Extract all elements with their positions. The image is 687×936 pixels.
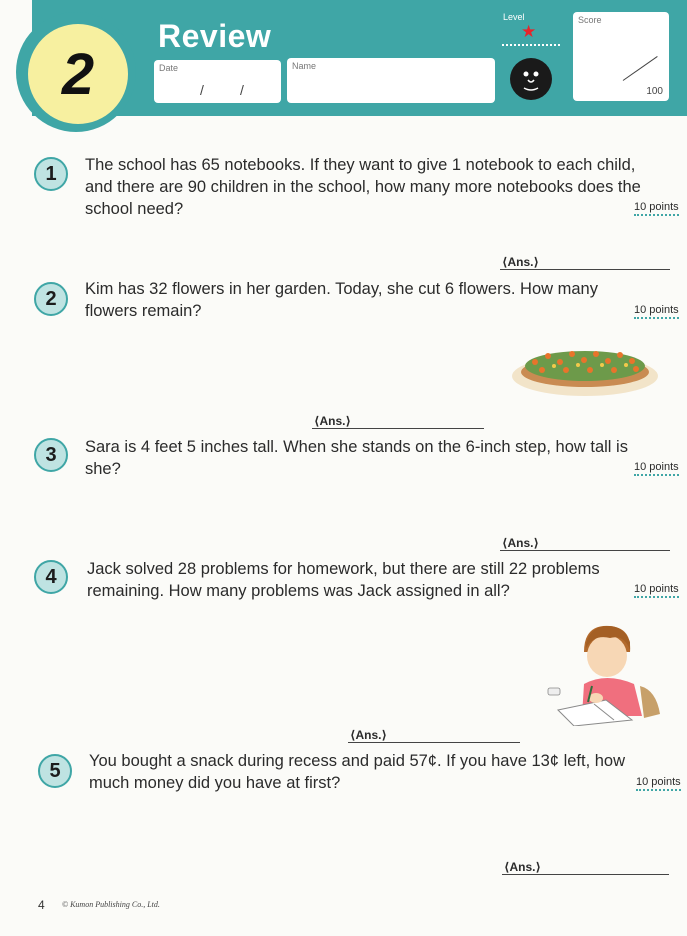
question-number: 3 xyxy=(34,438,68,472)
date-label: Date xyxy=(159,63,179,73)
question-text: Jack solved 28 problems for homework, but there are still 22 problems remaining. How many problems was Jack assigned in all? xyxy=(87,560,600,600)
question-text: The school has 65 notebooks. If they want to give 1 notebook to each child, and there are 90 children in the school, how many more notebooks does the school need? xyxy=(85,156,641,218)
answer-label: ⟨Ans.⟩ xyxy=(502,255,539,269)
flower-garden-illustration xyxy=(510,330,660,400)
score-label: Score xyxy=(578,15,602,25)
date-field[interactable] xyxy=(154,60,281,103)
answer-label: ⟨Ans.⟩ xyxy=(350,728,387,742)
copyright: © Kumon Publishing Co., Ltd. xyxy=(62,900,160,909)
answer-label: ⟨Ans.⟩ xyxy=(314,414,351,428)
score-slash xyxy=(623,56,658,81)
answer-label: ⟨Ans.⟩ xyxy=(504,860,541,874)
date-slash: / xyxy=(200,82,204,98)
points-label: 10 points xyxy=(634,201,679,216)
question-text: You bought a snack during recess and paid 57¢. If you have 13¢ left, how much money did you have at first? xyxy=(89,752,626,792)
level-label: Level xyxy=(503,12,525,22)
question-number: 2 xyxy=(34,282,68,316)
question-text: Kim has 32 flowers in her garden. Today, she cut 6 flowers. How many flowers remain? xyxy=(85,280,598,320)
question-number: 1 xyxy=(34,157,68,191)
answer-line[interactable] xyxy=(348,742,520,743)
answer-line[interactable] xyxy=(502,874,669,875)
face-icon xyxy=(510,58,552,100)
answer-line[interactable] xyxy=(500,269,670,270)
name-field[interactable] xyxy=(287,58,495,103)
unit-number: 2 xyxy=(61,41,95,107)
question-number: 4 xyxy=(34,560,68,594)
score-max: 100 xyxy=(646,86,663,97)
name-label: Name xyxy=(292,61,317,71)
score-box[interactable] xyxy=(573,12,669,101)
question-text: Sara is 4 feet 5 inches tall. When she stands on the 6-inch step, how tall is she? xyxy=(85,438,628,478)
star-icon: ★ xyxy=(521,22,537,41)
page-title: Review xyxy=(158,18,272,54)
page-number: 4 xyxy=(38,898,45,912)
unit-badge xyxy=(28,24,128,124)
answer-line[interactable] xyxy=(500,550,670,551)
date-slash: / xyxy=(240,82,244,98)
points-label: 10 points xyxy=(636,776,681,791)
answer-label: ⟨Ans.⟩ xyxy=(502,536,539,550)
boy-studying-illustration xyxy=(544,618,664,726)
points-label: 10 points xyxy=(634,304,679,319)
answer-line[interactable] xyxy=(312,428,484,429)
points-label: 10 points xyxy=(634,583,679,598)
points-label: 10 points xyxy=(634,461,679,476)
question-number: 5 xyxy=(38,754,72,788)
level-dots xyxy=(502,44,560,46)
